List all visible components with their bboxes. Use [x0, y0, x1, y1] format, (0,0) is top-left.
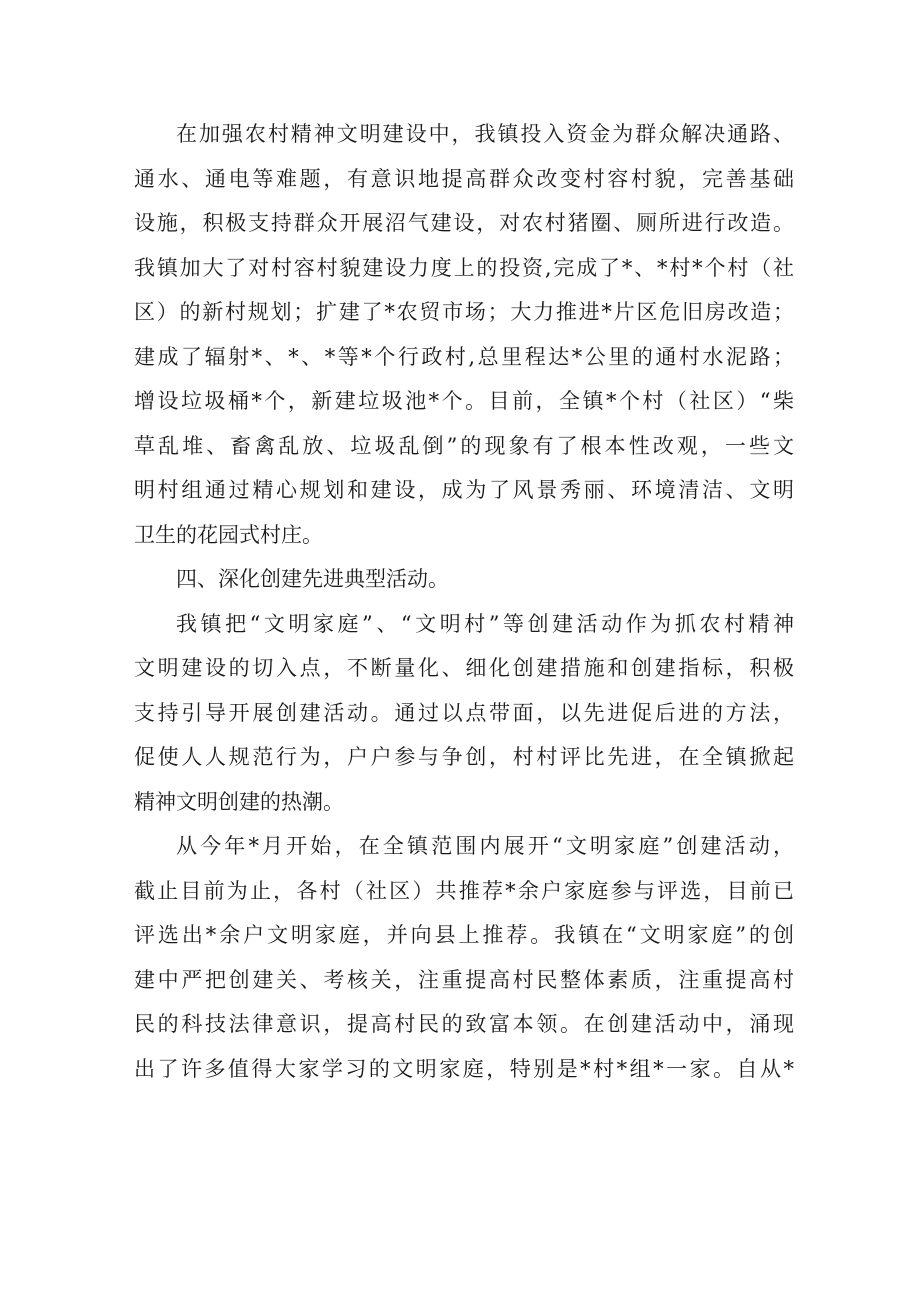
text-line: 在加强农村精神文明建设中，我镇投入资金为群众解决通路、 [176, 122, 794, 146]
text-line: 支持引导开展创建活动。通过以点带面，以先进促后进的方法， [134, 700, 794, 725]
text-line: 设施，积极支持群众开展沼气建设，对农村猪圈、厕所进行改造。 [134, 211, 794, 235]
text-line: 从今年*月开始，在全镇范围内展开“文明家庭”创建活动， [176, 834, 794, 858]
text-line: 建成了辐射*、*、*等*个行政村,总里程达*公里的通村水泥路； [134, 344, 794, 369]
text-line: 文明建设的切入点，不断量化、细化创建措施和创建指标，积极 [134, 656, 794, 680]
text-line: 通水、通电等难题，有意识地提高群众改变村容村貌，完善基础 [134, 166, 794, 191]
section-heading-text: 四、深化创建先进典型活动。 [176, 567, 449, 591]
text-line: 增设垃圾桶*个，新建垃圾池*个。目前，全镇*个村（社区）“柴 [134, 389, 794, 413]
paragraph-civilized-family [134, 824, 794, 1091]
text-line: 卫生的花园式村庄。 [134, 522, 323, 547]
text-line: 促使人人规范行为，户户参与争创，村村评比先进，在全镇掀起 [134, 745, 794, 769]
text-line: 建中严把创建关、考核关，注重提高村民整体素质，注重提高村 [134, 967, 794, 992]
paragraph-village-construction [134, 112, 794, 557]
text-line: 区）的新村规划；扩建了*农贸市场；大力推进*片区危旧房改造； [134, 300, 794, 324]
text-line: 截止目前为止，各村（社区）共推荐*余户家庭参与评选，目前已 [134, 878, 794, 903]
text-line: 民的科技法律意识，提高村民的致富本领。在创建活动中，涌现 [134, 1012, 794, 1036]
document-body [134, 112, 794, 1091]
text-line: 评选出*余户文明家庭，并向县上推荐。我镇在“文明家庭”的创 [134, 923, 794, 947]
text-line: 精神文明创建的热潮。 [134, 789, 344, 814]
text-line: 明村组通过精心规划和建设，成为了风景秀丽、环境清洁、文明 [134, 478, 794, 502]
text-line: 我镇把“文明家庭”、“文明村”等创建活动作为抓农村精神 [176, 611, 794, 636]
paragraph-creation-activities [134, 602, 794, 825]
text-line: 草乱堆、畜禽乱放、垃圾乱倒”的现象有了根本性改观，一些文 [134, 433, 794, 458]
section-heading [134, 557, 794, 602]
text-line: 出了许多值得大家学习的文明家庭，特别是*村*组*一家。自从* [134, 1056, 794, 1081]
text-line: 我镇加大了对村容村貌建设力度上的投资,完成了*、*村*个村（社 [134, 255, 794, 280]
